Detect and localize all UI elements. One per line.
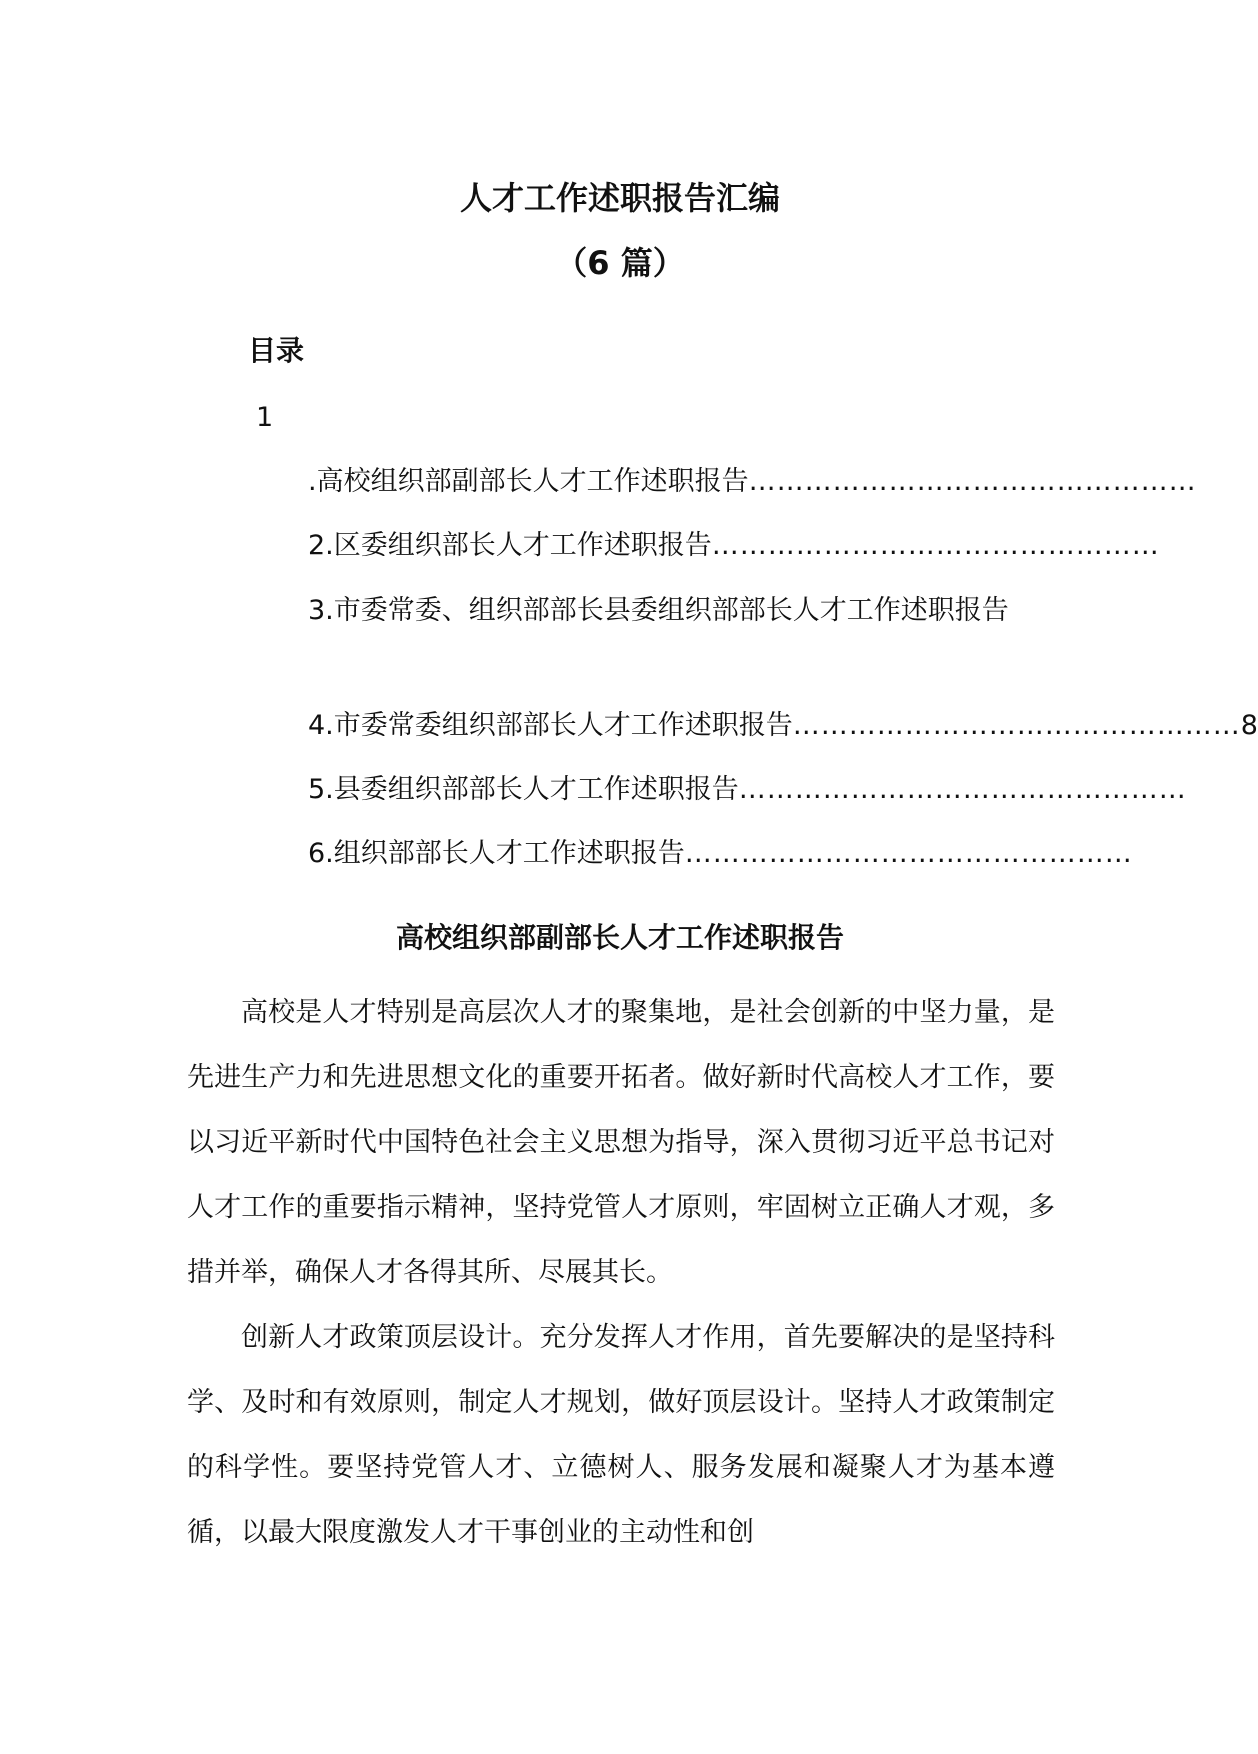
toc-item-leader: ………………………………………… [711,530,1160,561]
toc-item[interactable] [308,706,1258,770]
toc-item-text: .高校组织部副部长人才工作述职报告 [308,466,749,497]
toc-item-text: 3.市委常委、组织部部长县委组织部部长人才工作述职报告 [308,595,1009,626]
section-body [187,980,1055,1565]
toc-item-leader: ………………………………………… [684,838,1133,869]
toc-item-text: 5.县委组织部部长人才工作述职报告 [308,774,739,805]
body-paragraph: 创新人才政策顶层设计。充分发挥人才作用，首先要解决的是坚持科学、及时和有效原则，制定人才规划，做好顶层设计。坚持人才政策制定的科学性。要坚持党管人才、立德树人、服务发展和凝聚人才为基本遵循，以最大限度激发人才干事创业的主动性和创 [187,1322,1055,1548]
toc-heading: 目录 [248,334,305,367]
toc-item-leader: ………………………………………… [748,466,1197,497]
toc-list [308,462,1258,898]
toc-item-text: 4.市委常委组织部部长人才工作述职报告 [308,710,793,741]
toc-item[interactable] [308,834,1133,898]
document-subtitle: （6 篇） [555,244,685,282]
toc-item[interactable] [308,578,1050,708]
toc-number: 1 [256,402,274,433]
toc-item[interactable] [308,770,1187,834]
toc-item-page: 8 [1240,710,1258,741]
toc-item-leader: ………………………………………… [792,710,1241,741]
document-title: 人才工作述职报告汇编 [459,179,780,217]
toc-item-leader: ………………………………………… [738,774,1187,805]
toc-item-text: 2.区委组织部长人才工作述职报告 [308,530,712,561]
section-title: 高校组织部副部长人才工作述职报告 [395,921,844,954]
toc-item-text: 6.组织部部长人才工作述职报告 [308,838,685,869]
toc-item[interactable] [308,462,1197,526]
body-paragraph: 高校是人才特别是高层次人才的聚集地，是社会创新的中坚力量，是先进生产力和先进思想文化的重要开拓者。做好新时代高校人才工作，要以习近平新时代中国特色社会主义思想为指导，深入贯彻习近平总书记对人才工作的重要指示精神，坚持党管人才原则，牢固树立正确人才观，多措并举，确保人才各得其所、尽展其长。 [187,997,1055,1288]
